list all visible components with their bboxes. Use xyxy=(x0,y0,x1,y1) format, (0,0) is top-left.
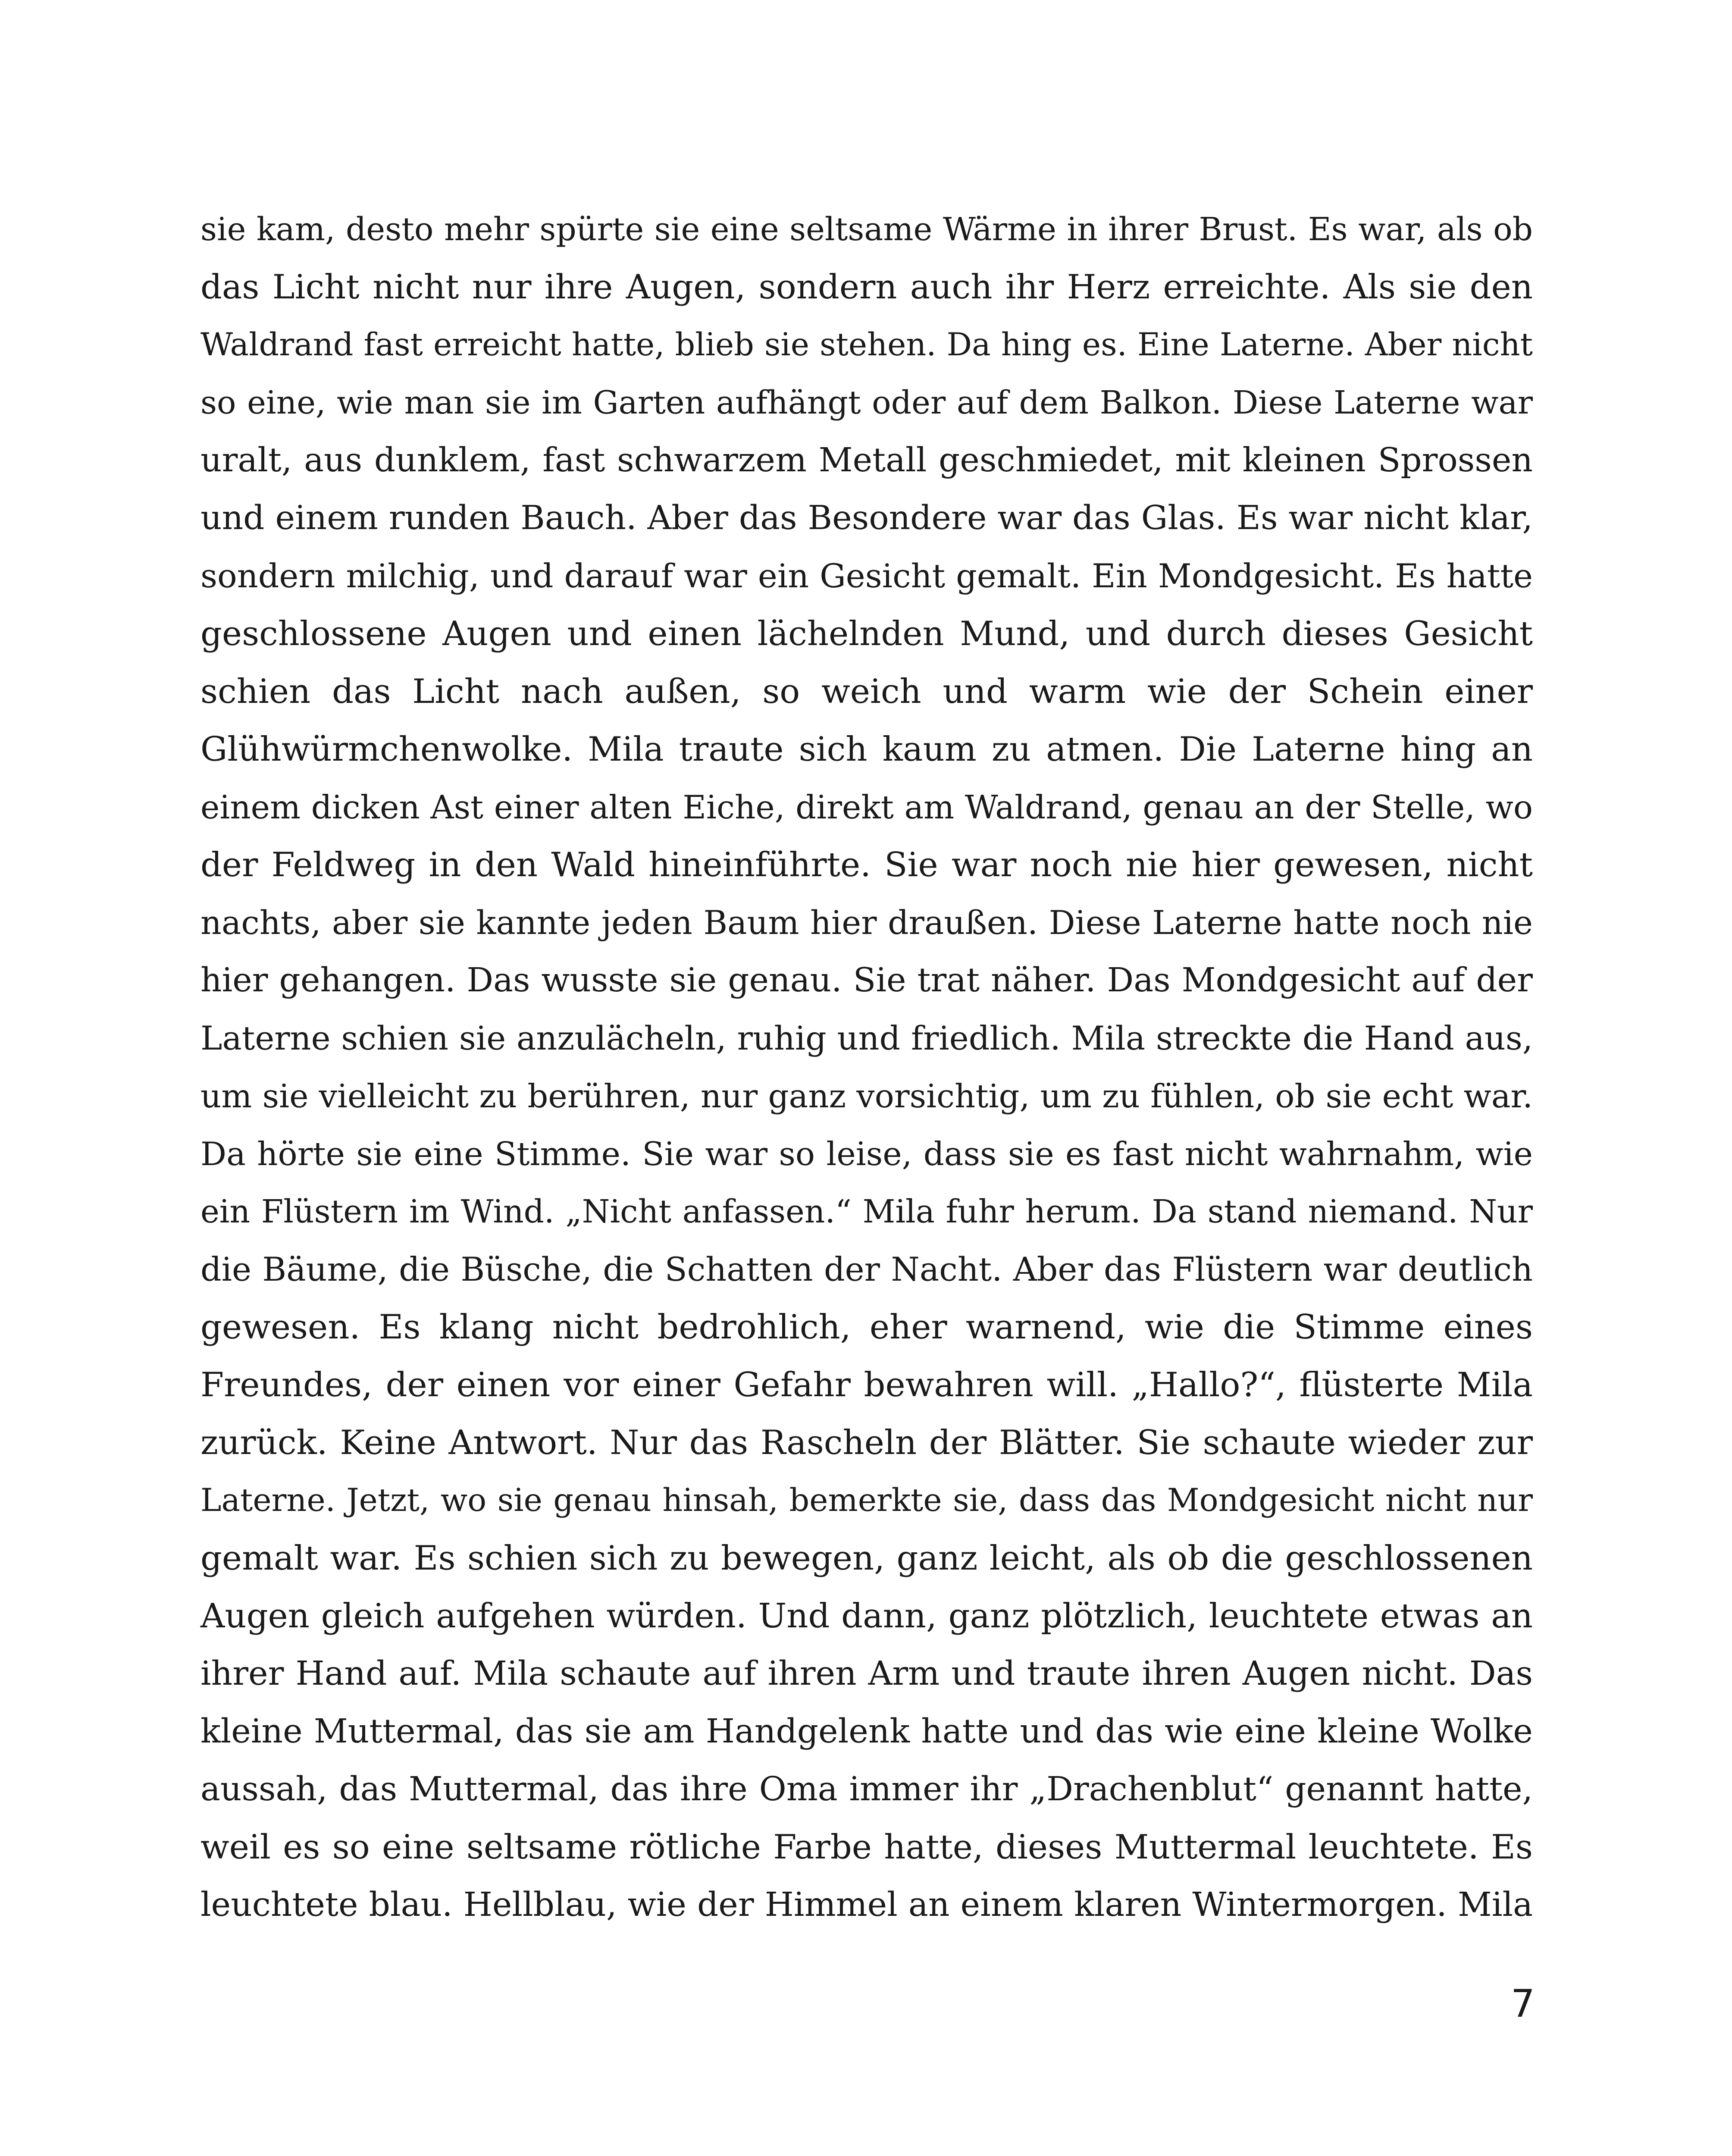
body-text xyxy=(200,201,1533,1934)
text-line: Waldrand fast erreicht hatte, blieb sie stehen. Da hing es. Eine Laterne. Aber nicht xyxy=(200,326,1533,363)
text-line: nachts, aber sie kannte jeden Baum hier draußen. Diese Laterne hatte noch nie xyxy=(200,903,1533,942)
text-line: Laterne. Jetzt, wo sie genau hinsah, bemerkte sie, dass das Mondgesicht nicht nur xyxy=(200,1482,1533,1519)
text-line: aussah, das Muttermal, das ihre Oma immer ihr „Drachenblut“ genannt hatte, xyxy=(200,1770,1533,1808)
text-line: weil es so eine seltsame rötliche Farbe hatte, dieses Muttermal leuchtete. Es xyxy=(200,1828,1533,1867)
text-line: leuchtete blau. Hellblau, wie der Himmel an einem klaren Wintermorgen. Mila xyxy=(200,1886,1533,1924)
text-line: das Licht nicht nur ihre Augen, sondern auch ihr Herz erreichte. Als sie den xyxy=(200,268,1533,307)
text-line: Augen gleich aufgehen würden. Und dann, ganz plötzlich, leuchtete etwas an xyxy=(200,1597,1533,1636)
text-line: Freundes, der einen vor einer Gefahr bewahren will. „Hallo?“, flüsterte Mila xyxy=(200,1366,1533,1404)
text-line: gemalt war. Es schien sich zu bewegen, ganz leicht, als ob die geschlossenen xyxy=(200,1539,1533,1578)
text-line: ein Flüstern im Wind. „Nicht anfassen.“ Mila fuhr herum. Da stand niemand. Nur xyxy=(200,1193,1533,1230)
text-line: schien das Licht nach außen, so weich und warm wie der Schein einer xyxy=(200,672,1533,711)
text-line: so eine, wie man sie im Garten aufhängt oder auf dem Balkon. Diese Laterne war xyxy=(200,384,1533,421)
text-line: gewesen. Es klang nicht bedrohlich, eher warnend, wie die Stimme eines xyxy=(200,1308,1533,1347)
text-line: uralt, aus dunklem, fast schwarzem Metall geschmiedet, mit kleinen Sprossen xyxy=(200,441,1533,479)
text-line: hier gehangen. Das wusste sie genau. Sie trat näher. Das Mondgesicht auf der xyxy=(200,961,1533,1000)
text-line: sondern milchig, und darauf war ein Gesicht gemalt. Ein Mondgesicht. Es hatte xyxy=(200,557,1533,595)
text-line: Glühwürmchenwolke. Mila traute sich kaum zu atmen. Die Laterne hing an xyxy=(200,730,1533,769)
text-line: Da hörte sie eine Stimme. Sie war so leise, dass sie es fast nicht wahrnahm, wie xyxy=(200,1135,1533,1173)
text-line: der Feldweg in den Wald hineinführte. Sie war noch nie hier gewesen, nicht xyxy=(200,846,1533,884)
text-line: die Bäume, die Büsche, die Schatten der Nacht. Aber das Flüstern war deutlich xyxy=(200,1250,1533,1288)
text-line: einem dicken Ast einer alten Eiche, direkt am Waldrand, genau an der Stelle, wo xyxy=(200,788,1533,826)
text-line: sie kam, desto mehr spürte sie eine seltsame Wärme in ihrer Brust. Es war, als ob xyxy=(200,211,1533,248)
page-number: 7 xyxy=(1511,1981,1535,2026)
text-line: geschlossene Augen und einen lächelnden Mund, und durch dieses Gesicht xyxy=(200,614,1533,653)
text-line: um sie vielleicht zu berühren, nur ganz vorsichtig, um zu fühlen, ob sie echt war. xyxy=(200,1077,1533,1115)
text-line: und einem runden Bauch. Aber das Besondere war das Glas. Es war nicht klar, xyxy=(200,499,1533,537)
text-line: Laterne schien sie anzulächeln, ruhig und friedlich. Mila streckte die Hand aus, xyxy=(200,1019,1533,1057)
text-line: ihrer Hand auf. Mila schaute auf ihren Arm und traute ihren Augen nicht. Das xyxy=(200,1655,1533,1693)
text-line: zurück. Keine Antwort. Nur das Rascheln der Blätter. Sie schaute wieder zur xyxy=(200,1423,1533,1462)
text-line: kleine Muttermal, das sie am Handgelenk hatte und das wie eine kleine Wolke xyxy=(200,1712,1533,1751)
